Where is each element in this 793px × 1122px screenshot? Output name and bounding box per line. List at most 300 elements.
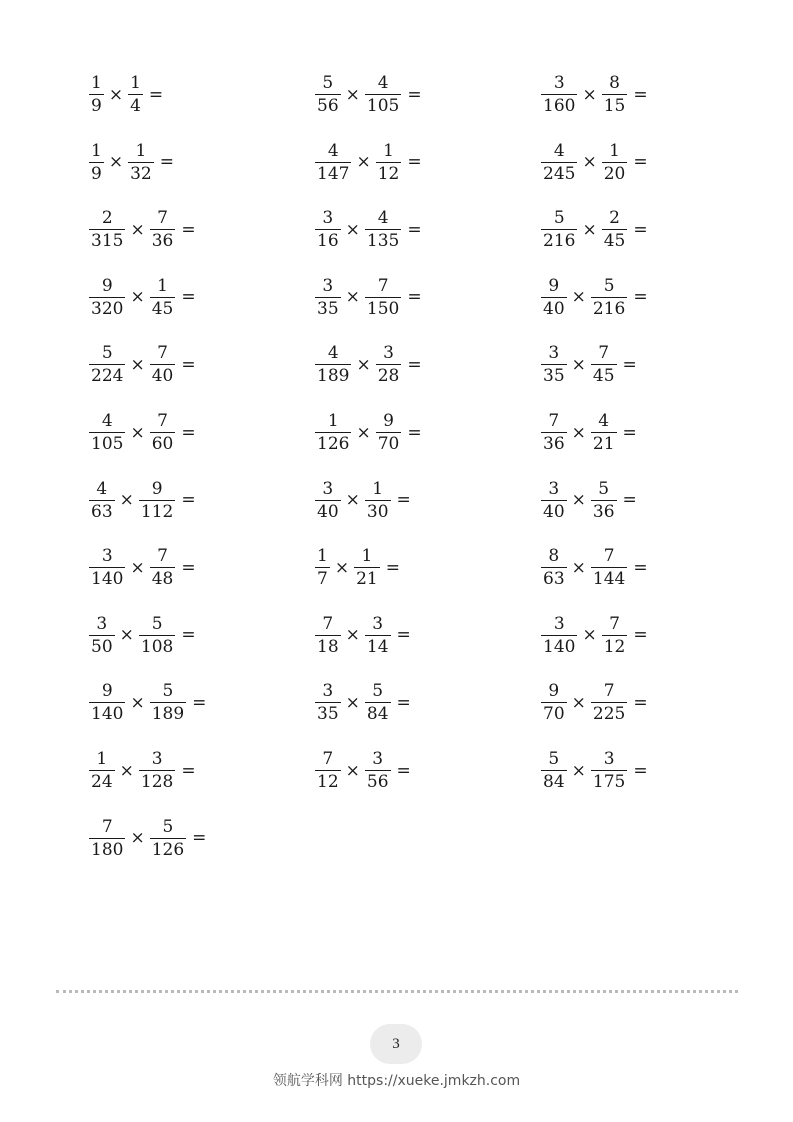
times-sign: ×: [356, 152, 371, 173]
denominator: 105: [366, 96, 400, 116]
numerator: 1: [609, 140, 620, 161]
equals-sign: =: [407, 84, 422, 105]
numerator: 7: [157, 343, 168, 364]
fraction-bar: [89, 162, 104, 163]
equals-sign: =: [407, 354, 422, 375]
fraction-bar: [139, 500, 175, 501]
denominator: 60: [151, 434, 174, 454]
fraction: [365, 615, 391, 657]
numerator: 3: [96, 613, 108, 634]
denominator: 320: [91, 298, 124, 319]
fraction-bar: [139, 635, 175, 636]
fraction-bar: [315, 500, 341, 501]
numerator: 4: [327, 343, 339, 364]
denominator: 175: [592, 772, 626, 792]
fraction-bar: [150, 364, 176, 365]
numerator: 9: [383, 411, 394, 431]
numerator: 9: [548, 275, 560, 296]
fraction-bar: [150, 567, 176, 568]
problem: [314, 408, 422, 458]
denominator: 9: [91, 96, 102, 116]
numerator: 1: [130, 73, 141, 93]
footer-watermark: 领航学科网 https://xueke.jmkzh.com: [272, 1073, 521, 1089]
times-sign: ×: [345, 490, 360, 511]
numerator: 5: [322, 73, 334, 93]
denominator: 40: [543, 501, 565, 522]
denominator: 15: [603, 96, 626, 116]
fraction-bar: [541, 364, 567, 365]
times-sign: ×: [571, 354, 586, 375]
times-sign: ×: [130, 422, 145, 443]
fraction-bar: [354, 567, 380, 568]
problem: [88, 138, 174, 188]
equals-sign: =: [633, 219, 648, 240]
fraction: [150, 209, 176, 251]
fraction: [591, 344, 617, 386]
problem: [540, 205, 648, 255]
denominator: 35: [543, 366, 565, 387]
fraction: [315, 412, 351, 454]
equals-sign: =: [407, 152, 422, 173]
fraction-bar: [139, 770, 175, 771]
denominator: 140: [91, 704, 124, 725]
fraction: [591, 480, 617, 522]
equals-sign: =: [385, 557, 400, 578]
denominator: 21: [356, 569, 378, 590]
denominator: 48: [151, 569, 174, 590]
numerator: 3: [322, 681, 334, 702]
numerator: 1: [91, 140, 102, 161]
denominator: 36: [151, 231, 174, 252]
denominator: 12: [317, 772, 339, 792]
denominator: 20: [603, 163, 626, 184]
problem: [540, 340, 637, 390]
fraction-bar: [128, 162, 154, 163]
denominator: 189: [151, 704, 185, 725]
denominator: 4: [130, 96, 141, 116]
denominator: 40: [543, 298, 565, 319]
fraction: [315, 547, 330, 589]
denominator: 63: [91, 501, 113, 522]
fraction-bar: [591, 702, 627, 703]
denominator: 40: [151, 366, 174, 387]
denominator: 70: [377, 434, 400, 454]
denominator: 150: [366, 298, 400, 319]
denominator: 16: [317, 231, 339, 252]
denominator: 36: [592, 501, 615, 522]
fraction-bar: [541, 567, 567, 568]
denominator: 12: [603, 636, 626, 657]
numerator: 1: [361, 546, 373, 567]
numerator: 1: [157, 275, 168, 296]
times-sign: ×: [582, 152, 597, 173]
denominator: 128: [140, 772, 174, 792]
fraction-bar: [315, 364, 351, 365]
fraction: [365, 682, 391, 724]
equals-sign: =: [622, 422, 637, 443]
equals-sign: =: [181, 490, 196, 511]
problem: [540, 70, 648, 120]
equals-sign: =: [396, 490, 411, 511]
denominator: 140: [543, 636, 576, 657]
denominator: 135: [366, 231, 400, 252]
denominator: 189: [317, 366, 350, 387]
denominator: 84: [366, 704, 389, 725]
fraction-bar: [602, 635, 628, 636]
times-sign: ×: [582, 219, 597, 240]
denominator: 147: [317, 163, 350, 184]
denominator: 108: [140, 636, 174, 657]
denominator: 84: [543, 772, 565, 792]
denominator: 30: [366, 501, 389, 522]
numerator: 2: [101, 208, 113, 229]
numerator: 4: [598, 411, 610, 431]
denominator: 9: [91, 163, 102, 184]
numerator: 5: [553, 208, 565, 229]
times-sign: ×: [571, 422, 586, 443]
times-sign: ×: [108, 84, 124, 105]
fraction: [150, 682, 186, 724]
times-sign: ×: [345, 625, 360, 646]
problem: [88, 543, 196, 593]
fraction: [315, 74, 341, 116]
fraction: [150, 818, 186, 860]
fraction: [150, 277, 176, 319]
fraction-bar: [591, 364, 617, 365]
problem: [314, 205, 422, 255]
fraction-bar: [150, 432, 176, 433]
fraction: [89, 142, 104, 184]
problem: [88, 476, 196, 526]
equals-sign: =: [181, 354, 196, 375]
fraction: [365, 74, 401, 116]
fraction: [89, 615, 115, 657]
times-sign: ×: [130, 287, 145, 308]
fraction: [89, 750, 115, 792]
fraction: [315, 615, 341, 657]
problem: [88, 273, 196, 323]
fraction-bar: [365, 94, 401, 95]
times-sign: ×: [571, 760, 586, 781]
fraction-bar: [89, 500, 115, 501]
numerator: 7: [603, 546, 615, 567]
equals-sign: =: [622, 490, 637, 511]
equals-sign: =: [181, 422, 196, 443]
fraction: [89, 344, 125, 386]
denominator: 36: [543, 434, 565, 454]
fraction-bar: [89, 364, 125, 365]
fraction: [89, 547, 125, 589]
fraction: [602, 209, 628, 251]
fraction-bar: [89, 702, 125, 703]
times-sign: ×: [119, 490, 134, 511]
problem: [314, 476, 411, 526]
fraction-bar: [365, 702, 391, 703]
fraction-bar: [150, 838, 186, 839]
times-sign: ×: [119, 625, 134, 646]
fraction: [541, 74, 577, 116]
dotted-divider: [56, 990, 738, 993]
fraction: [591, 547, 627, 589]
times-sign: ×: [345, 692, 360, 713]
numerator: 3: [151, 749, 163, 769]
page-number: 3: [392, 1035, 400, 1052]
fraction: [139, 480, 175, 522]
equals-sign: =: [181, 625, 196, 646]
fraction: [315, 277, 341, 319]
times-sign: ×: [571, 287, 586, 308]
numerator: 7: [609, 613, 620, 634]
equals-sign: =: [396, 760, 411, 781]
numerator: 5: [548, 749, 560, 769]
numerator: 5: [162, 816, 174, 837]
denominator: 7: [317, 569, 328, 590]
fraction: [89, 480, 115, 522]
numerator: 9: [101, 681, 113, 702]
denominator: 216: [592, 298, 626, 319]
fraction: [150, 412, 176, 454]
times-sign: ×: [130, 557, 145, 578]
fraction-bar: [89, 635, 115, 636]
numerator: 9: [151, 478, 163, 499]
equals-sign: =: [396, 625, 411, 646]
numerator: 7: [157, 546, 168, 567]
numerator: 7: [377, 275, 389, 296]
problem: [314, 70, 422, 120]
equals-sign: =: [148, 84, 164, 105]
numerator: 1: [317, 546, 328, 567]
fraction-bar: [150, 229, 176, 230]
fraction: [139, 615, 175, 657]
equals-sign: =: [633, 692, 648, 713]
fraction: [376, 344, 402, 386]
times-sign: ×: [356, 422, 371, 443]
denominator: 126: [317, 434, 350, 454]
fraction: [376, 142, 402, 184]
denominator: 245: [543, 163, 576, 184]
equals-sign: =: [159, 152, 174, 173]
times-sign: ×: [345, 760, 360, 781]
denominator: 315: [91, 231, 124, 252]
times-sign: ×: [582, 625, 597, 646]
numerator: 4: [377, 73, 389, 93]
numerator: 7: [322, 613, 334, 634]
equals-sign: =: [181, 287, 196, 308]
fraction-bar: [591, 770, 627, 771]
numerator: 5: [101, 343, 113, 364]
times-sign: ×: [571, 490, 586, 511]
fraction: [365, 209, 401, 251]
numerator: 3: [322, 275, 334, 296]
equals-sign: =: [407, 422, 422, 443]
fraction: [315, 750, 341, 792]
fraction-bar: [315, 702, 341, 703]
fraction-bar: [541, 297, 567, 298]
fraction-bar: [365, 297, 401, 298]
fraction-bar: [591, 567, 627, 568]
fraction-bar: [315, 162, 351, 163]
problem: [314, 340, 422, 390]
denominator: 35: [317, 298, 339, 319]
fraction: [541, 615, 577, 657]
fraction: [89, 209, 125, 251]
fraction-bar: [89, 838, 125, 839]
fraction: [541, 277, 567, 319]
fraction: [89, 412, 125, 454]
numerator: 5: [162, 681, 174, 702]
equals-sign: =: [407, 287, 422, 308]
numerator: 4: [96, 478, 108, 499]
numerator: 1: [383, 140, 394, 161]
fraction-bar: [541, 229, 577, 230]
problem: [540, 408, 637, 458]
fraction: [89, 277, 125, 319]
fraction-bar: [89, 432, 125, 433]
problem: [88, 70, 163, 120]
fraction-bar: [541, 162, 577, 163]
problem: [540, 543, 648, 593]
fraction: [591, 750, 627, 792]
fraction-bar: [541, 432, 567, 433]
equals-sign: =: [181, 760, 196, 781]
problem: [88, 611, 196, 661]
fraction-bar: [602, 162, 628, 163]
fraction-bar: [315, 229, 341, 230]
times-sign: ×: [119, 760, 134, 781]
denominator: 12: [377, 163, 400, 184]
numerator: 1: [372, 478, 384, 499]
problem: [314, 678, 411, 728]
problem: [314, 543, 400, 593]
problem: [314, 611, 411, 661]
fraction: [315, 142, 351, 184]
denominator: 14: [366, 636, 389, 657]
problem: [88, 678, 206, 728]
times-sign: ×: [356, 354, 371, 375]
numerator: 3: [603, 749, 615, 769]
equals-sign: =: [192, 828, 207, 849]
numerator: 1: [327, 411, 339, 431]
denominator: 40: [317, 501, 339, 522]
numerator: 9: [548, 681, 560, 702]
numerator: 7: [101, 816, 113, 837]
times-sign: ×: [130, 692, 145, 713]
equals-sign: =: [192, 692, 207, 713]
denominator: 224: [91, 366, 124, 387]
fraction: [541, 412, 567, 454]
fraction: [591, 412, 617, 454]
problem: [314, 273, 422, 323]
fraction: [315, 480, 341, 522]
denominator: 112: [140, 501, 174, 522]
numerator: 3: [322, 208, 334, 229]
fraction: [354, 547, 380, 589]
fraction: [591, 682, 627, 724]
numerator: 4: [101, 411, 113, 431]
fraction: [128, 74, 143, 116]
equals-sign: =: [633, 84, 648, 105]
fraction-bar: [128, 94, 143, 95]
fraction-bar: [315, 432, 351, 433]
fraction: [128, 142, 154, 184]
denominator: 45: [151, 298, 174, 319]
equals-sign: =: [622, 354, 637, 375]
fraction: [315, 682, 341, 724]
problem: [540, 746, 648, 796]
numerator: 5: [598, 478, 610, 499]
numerator: 3: [548, 478, 560, 499]
times-sign: ×: [345, 84, 360, 105]
equals-sign: =: [181, 557, 196, 578]
fraction-bar: [591, 432, 617, 433]
numerator: 1: [135, 140, 147, 161]
denominator: 56: [317, 96, 339, 116]
numerator: 8: [609, 73, 620, 93]
denominator: 180: [91, 839, 124, 860]
fraction-bar: [365, 500, 391, 501]
fraction-bar: [150, 297, 176, 298]
denominator: 105: [91, 434, 124, 454]
fraction-bar: [365, 635, 391, 636]
problem: [88, 408, 196, 458]
fraction: [315, 344, 351, 386]
fraction-bar: [89, 297, 125, 298]
numerator: 5: [603, 275, 615, 296]
denominator: 225: [592, 704, 626, 725]
fraction-bar: [89, 567, 125, 568]
numerator: 5: [151, 613, 163, 634]
denominator: 18: [317, 636, 339, 657]
equals-sign: =: [407, 219, 422, 240]
times-sign: ×: [345, 287, 360, 308]
denominator: 32: [130, 163, 152, 184]
denominator: 144: [592, 569, 626, 590]
fraction: [150, 344, 176, 386]
fraction: [541, 547, 567, 589]
numerator: 4: [553, 140, 565, 161]
fraction-bar: [315, 94, 341, 95]
denominator: 70: [543, 704, 565, 725]
numerator: 3: [553, 613, 565, 634]
denominator: 160: [543, 96, 576, 116]
denominator: 56: [366, 772, 389, 792]
numerator: 7: [598, 343, 610, 364]
times-sign: ×: [108, 152, 124, 173]
times-sign: ×: [571, 692, 586, 713]
problem: [88, 746, 196, 796]
fraction: [541, 682, 567, 724]
numerator: 3: [372, 749, 384, 769]
fraction: [591, 277, 627, 319]
numerator: 3: [101, 546, 113, 567]
numerator: 7: [322, 749, 334, 769]
fraction: [89, 74, 104, 116]
fraction-bar: [150, 702, 186, 703]
equals-sign: =: [181, 219, 196, 240]
fraction-bar: [541, 770, 567, 771]
denominator: 35: [317, 704, 339, 725]
fraction-bar: [376, 364, 402, 365]
numerator: 9: [101, 275, 113, 296]
fraction: [541, 344, 567, 386]
denominator: 140: [91, 569, 124, 590]
denominator: 63: [543, 569, 565, 590]
numerator: 5: [372, 681, 384, 702]
denominator: 21: [592, 434, 615, 454]
fraction-bar: [365, 229, 401, 230]
fraction-bar: [376, 162, 402, 163]
denominator: 45: [592, 366, 615, 387]
